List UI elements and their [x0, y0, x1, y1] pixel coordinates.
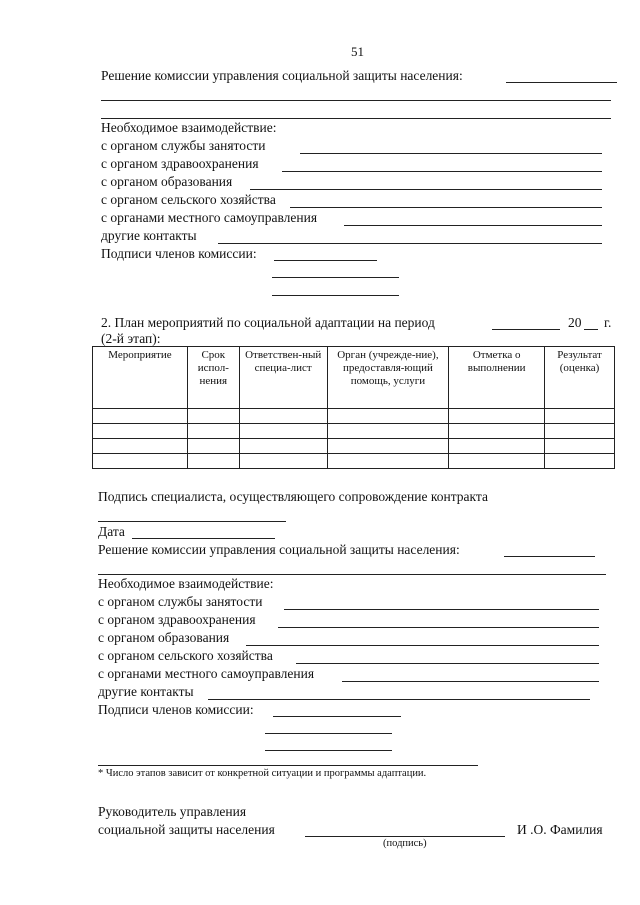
decision-line-1 — [506, 82, 617, 83]
interaction-agriculture-line-1 — [290, 207, 602, 208]
table-cell[interactable] — [239, 424, 327, 439]
table-cell[interactable] — [545, 424, 615, 439]
signature-line-2b — [265, 733, 392, 734]
plan-heading: 2. План мероприятий по социальной адаптации на период — [101, 315, 435, 330]
table-cell[interactable] — [93, 439, 188, 454]
plan-stage: (2-й этап): — [101, 331, 161, 346]
signature-line-2c — [265, 750, 392, 751]
plan-year-prefix: 20 — [568, 315, 582, 330]
table-cell[interactable] — [93, 409, 188, 424]
col-result: Результат (оценка) — [545, 347, 615, 409]
table-cell[interactable] — [93, 424, 188, 439]
page-number: 51 — [351, 44, 364, 59]
table-cell[interactable] — [449, 454, 545, 469]
plan-year-line — [584, 329, 598, 330]
interaction-local-gov-2: с органами местного самоуправления — [98, 666, 315, 681]
interaction-employment-1: с органом службы занятости — [101, 138, 266, 153]
decision-label-2: Решение комиссии управления социальной защиты населения: — [98, 542, 460, 557]
decision-line-1b — [101, 100, 611, 101]
table-cell[interactable] — [327, 454, 449, 469]
interaction-education-line-1 — [250, 189, 602, 190]
table-cell[interactable] — [93, 454, 188, 469]
table-cell[interactable] — [239, 409, 327, 424]
footnote-separator — [98, 765, 478, 766]
date-line — [132, 538, 275, 539]
table-cell[interactable] — [187, 439, 239, 454]
table-cell[interactable] — [327, 439, 449, 454]
specialist-signature-line — [98, 521, 286, 522]
interaction-other-line-2 — [208, 699, 590, 700]
interaction-other-2: другие контакты — [98, 684, 194, 699]
plan-period-line — [492, 329, 560, 330]
table-row — [93, 424, 615, 439]
specialist-signature-label: Подпись специалиста, осуществляющего сопровождение контракта — [98, 489, 488, 504]
head-signature-line — [305, 836, 505, 837]
interaction-education-2: с органом образования — [98, 630, 230, 645]
head-name: И .О. Фамилия — [517, 822, 603, 837]
interaction-education-line-2 — [246, 645, 599, 646]
decision-label-1: Решение комиссии управления социальной защиты населения: — [101, 68, 463, 83]
interaction-employment-line-2 — [284, 609, 599, 610]
table-cell[interactable] — [545, 439, 615, 454]
col-responsible: Ответствен-ный специа-лист — [239, 347, 327, 409]
signature-line-2a — [273, 716, 401, 717]
interaction-education-1: с органом образования — [101, 174, 233, 189]
interaction-heading-1: Необходимое взаимодействие: — [101, 120, 277, 135]
interaction-local-gov-line-2 — [342, 681, 599, 682]
head-title-line1: Руководитель управления — [98, 804, 247, 819]
table-cell[interactable] — [545, 454, 615, 469]
table-cell[interactable] — [449, 439, 545, 454]
table-cell[interactable] — [239, 454, 327, 469]
decision-line-2 — [504, 556, 595, 557]
signatures-label-1: Подписи членов комиссии: — [101, 246, 257, 261]
interaction-other-line-1 — [218, 243, 602, 244]
interaction-local-gov-line-1 — [344, 225, 602, 226]
table-cell[interactable] — [187, 454, 239, 469]
footnote: * Число этапов зависит от конкретной ситуации и программы адаптации. — [98, 768, 427, 779]
table-row — [93, 439, 615, 454]
col-deadline: Срок испол-нения — [187, 347, 239, 409]
signature-caption: (подпись) — [383, 838, 427, 849]
plan-table-header — [93, 347, 615, 409]
interaction-heading-2: Необходимое взаимодействие: — [98, 576, 274, 591]
head-title-line2: социальной защиты населения — [98, 822, 275, 837]
table-cell[interactable] — [449, 409, 545, 424]
interaction-local-gov-1: с органами местного самоуправления — [101, 210, 318, 225]
signature-line-1c — [272, 295, 399, 296]
table-cell[interactable] — [545, 409, 615, 424]
table-cell[interactable] — [327, 409, 449, 424]
interaction-health-line-2 — [278, 627, 599, 628]
plan-year-suffix: г. — [604, 315, 612, 330]
interaction-other-1: другие контакты — [101, 228, 197, 243]
table-cell[interactable] — [327, 424, 449, 439]
interaction-health-1: с органом здравоохранения — [101, 156, 259, 171]
interaction-agriculture-1: с органом сельского хозяйства — [101, 192, 276, 207]
interaction-agriculture-2: с органом сельского хозяйства — [98, 648, 273, 663]
interaction-employment-line-1 — [300, 153, 602, 154]
signatures-label-2: Подписи членов комиссии: — [98, 702, 254, 717]
table-cell[interactable] — [449, 424, 545, 439]
interaction-health-2: с органом здравоохранения — [98, 612, 256, 627]
plan-table — [92, 346, 615, 469]
signature-line-1b — [272, 277, 399, 278]
col-organization: Орган (учрежде-ние), предоставля-ющий помощь, услуги — [327, 347, 449, 409]
table-row — [93, 409, 615, 424]
interaction-health-line-1 — [282, 171, 602, 172]
table-cell[interactable] — [239, 439, 327, 454]
interaction-employment-2: с органом службы занятости — [98, 594, 263, 609]
signature-line-1a — [274, 260, 377, 261]
interaction-agriculture-line-2 — [296, 663, 599, 664]
col-completion-mark: Отметка о выполнении — [449, 347, 545, 409]
col-activity: Мероприятие — [93, 347, 188, 409]
table-cell[interactable] — [187, 424, 239, 439]
table-cell[interactable] — [187, 409, 239, 424]
table-row — [93, 454, 615, 469]
date-label: Дата — [98, 524, 125, 539]
